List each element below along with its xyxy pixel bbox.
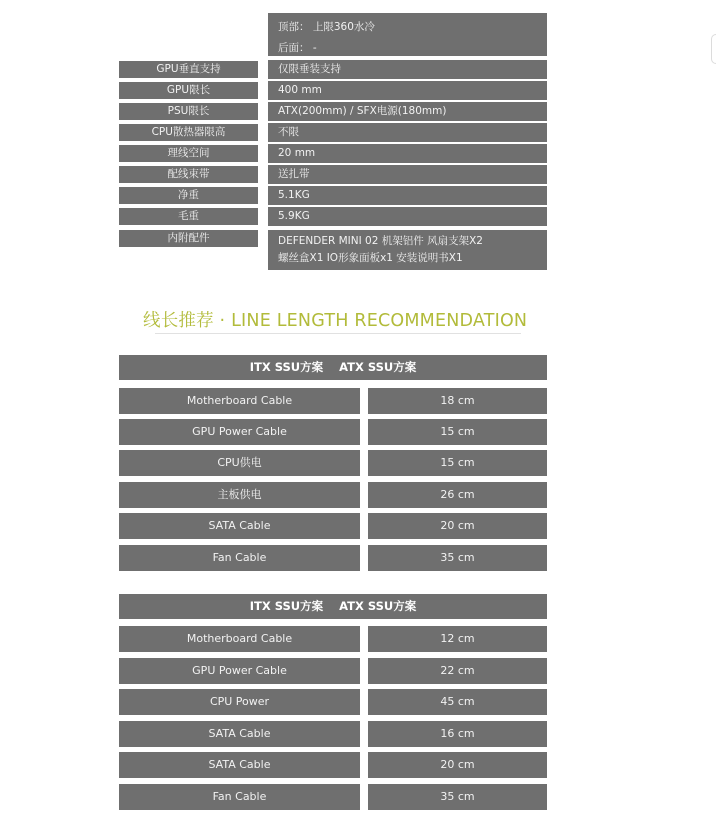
cable-length: 16 cm <box>368 721 547 747</box>
spec-row <box>0 207 716 226</box>
spec-row <box>0 123 716 142</box>
spec-row <box>0 186 716 205</box>
cable-length: 45 cm <box>368 689 547 715</box>
edge-decoration <box>711 34 716 64</box>
accessories-line: 螺丝盒X1 IO形象面板x1 安装说明书X1 <box>278 252 463 264</box>
cable-name: Motherboard Cable <box>119 388 360 414</box>
table-row <box>0 721 716 747</box>
table-row <box>0 626 716 652</box>
cable-name: SATA Cable <box>119 513 360 539</box>
table-row <box>0 784 716 810</box>
cable-name: Fan Cable <box>119 784 360 810</box>
spec-label: GPU垂直支持 <box>119 61 258 78</box>
table-row <box>0 388 716 414</box>
cable-length: 26 cm <box>368 482 547 508</box>
spec-value: 仅限垂装支持 <box>268 60 547 79</box>
radiator-rear: 后面： - <box>278 42 317 54</box>
section-divider <box>155 333 521 334</box>
spec-value <box>268 230 547 270</box>
radiator-top: 顶部： 上限360水冷 <box>278 21 375 33</box>
cable-name: GPU Power Cable <box>119 419 360 445</box>
table-row <box>0 545 716 571</box>
cable-length: 22 cm <box>368 658 547 684</box>
cable-name: CPU供电 <box>119 450 360 476</box>
spec-row <box>0 144 716 163</box>
spec-row-accessories <box>0 230 716 270</box>
spec-label: 内附配件 <box>119 230 258 247</box>
cable-length: 15 cm <box>368 419 547 445</box>
table-row <box>0 419 716 445</box>
spec-label: 配线束带 <box>119 166 258 183</box>
cable-length: 15 cm <box>368 450 547 476</box>
spec-label: 净重 <box>119 187 258 204</box>
spec-value: 5.1KG <box>268 186 547 205</box>
section-title: 线长推荐 · LINE LENGTH RECOMMENDATION <box>143 311 528 331</box>
spec-value: 不限 <box>268 123 547 142</box>
spec-value: 400 mm <box>268 81 547 100</box>
spec-row <box>0 60 716 79</box>
accessories-line: DEFENDER MINI 02 机架铝件 风扇支架X2 <box>278 235 483 247</box>
spec-label: 毛重 <box>119 208 258 225</box>
cable-name: SATA Cable <box>119 721 360 747</box>
table-row <box>0 658 716 684</box>
spec-label: 理线空间 <box>119 145 258 162</box>
cable-name: CPU Power <box>119 689 360 715</box>
table-row <box>0 752 716 778</box>
cable-length: 12 cm <box>368 626 547 652</box>
cable-table-header: ITX SSU方案 ATX SSU方案 <box>119 355 547 380</box>
cable-length: 18 cm <box>368 388 547 414</box>
spec-row <box>0 102 716 121</box>
table-row <box>0 450 716 476</box>
spec-value: 5.9KG <box>268 207 547 226</box>
cable-name: GPU Power Cable <box>119 658 360 684</box>
spec-label: PSU限长 <box>119 103 258 120</box>
spec-value: 20 mm <box>268 144 547 163</box>
cable-length: 35 cm <box>368 545 547 571</box>
cable-table-header: ITX SSU方案 ATX SSU方案 <box>119 594 547 619</box>
cable-length: 35 cm <box>368 784 547 810</box>
table-row <box>0 689 716 715</box>
spec-value: ATX(200mm) / SFX电源(180mm) <box>268 102 547 121</box>
table-row <box>0 513 716 539</box>
cable-name: Fan Cable <box>119 545 360 571</box>
cable-name: 主板供电 <box>119 482 360 508</box>
cable-name: Motherboard Cable <box>119 626 360 652</box>
cable-length: 20 cm <box>368 513 547 539</box>
cable-name: SATA Cable <box>119 752 360 778</box>
spec-value: 送扎带 <box>268 165 547 184</box>
spec-row <box>0 165 716 184</box>
table-row <box>0 482 716 508</box>
radiator-support-cell <box>268 13 547 56</box>
spec-label: GPU限长 <box>119 82 258 99</box>
cable-length: 20 cm <box>368 752 547 778</box>
spec-row <box>0 81 716 100</box>
spec-label: CPU散热器限高 <box>119 124 258 141</box>
